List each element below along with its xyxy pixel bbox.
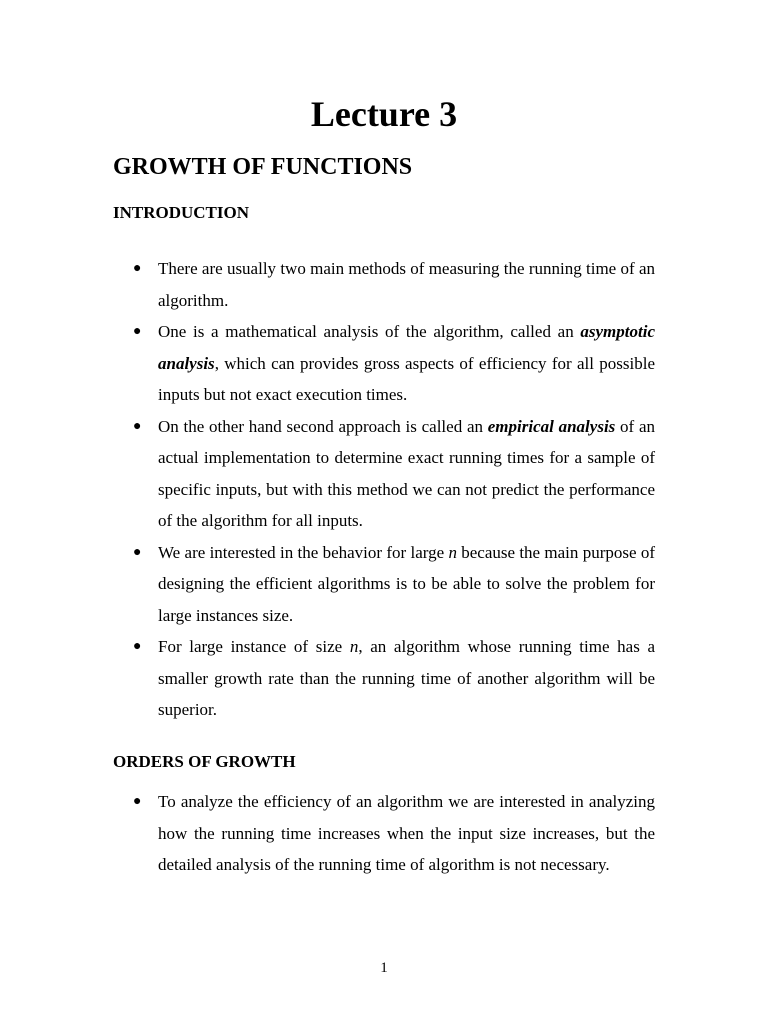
list-item [113,411,655,537]
emphasis-term: asymptotic analysis [158,322,655,373]
list-item [113,631,655,726]
bullet-text: On the other hand second approach is called an [158,416,488,436]
emphasis-term: empirical analysis [487,416,616,436]
orders-of-growth-bullet-list [113,786,655,881]
introduction-bullet-list [113,253,655,726]
list-item [113,786,655,881]
bullet-text: We are interested in the behavior for large [158,542,449,562]
bullet-icon: ● [133,544,142,560]
bullet-icon: ● [133,261,142,276]
section-heading-introduction: INTRODUCTION [113,203,250,222]
bullet-icon: ● [133,794,142,809]
list-item [113,537,655,632]
bullet-text: To analyze the efficiency of an algorithm we are interested in analyzing how the running time increases when the input size increases, but the detailed analysis of the running time of algorithm is not necessary. [158,792,655,874]
list-item [113,316,655,411]
bullet-text: , which can provides gross aspects of efficiency for all possible inputs but not exact execution times. [158,353,655,404]
bullet-text: There are usually two main methods of measuring the running time of an algorithm. [158,259,655,310]
lecture-title: Lecture 3 [310,94,458,134]
bullet-text: One is a mathematical analysis of the algorithm, called an [158,322,581,341]
bullet-icon: ● [133,418,142,434]
bullet-text: For large instance of size [158,637,350,656]
list-item [113,253,655,316]
bullet-text: , an algorithm whose running time has a smaller growth rate than the running time of another algorithm will be superior. [158,637,656,719]
variable-n: n [349,637,359,656]
bullet-text: of an actual implementation to determine exact running times for a sample of specific inputs, but with this method we can not predict the performance of the algorithm for all inputs. [158,416,655,530]
bullet-icon: ● [133,639,142,654]
bullet-icon: ● [133,324,142,339]
page-number: 1 [380,960,388,976]
section-heading-orders-of-growth: ORDERS OF GROWTH [113,752,296,771]
chapter-title: GROWTH OF FUNCTIONS [113,154,413,180]
variable-n: n [448,542,457,562]
bullet-text: because the main purpose of designing the efficient algorithms is to be able to solve the problem for large instances size. [158,542,655,625]
